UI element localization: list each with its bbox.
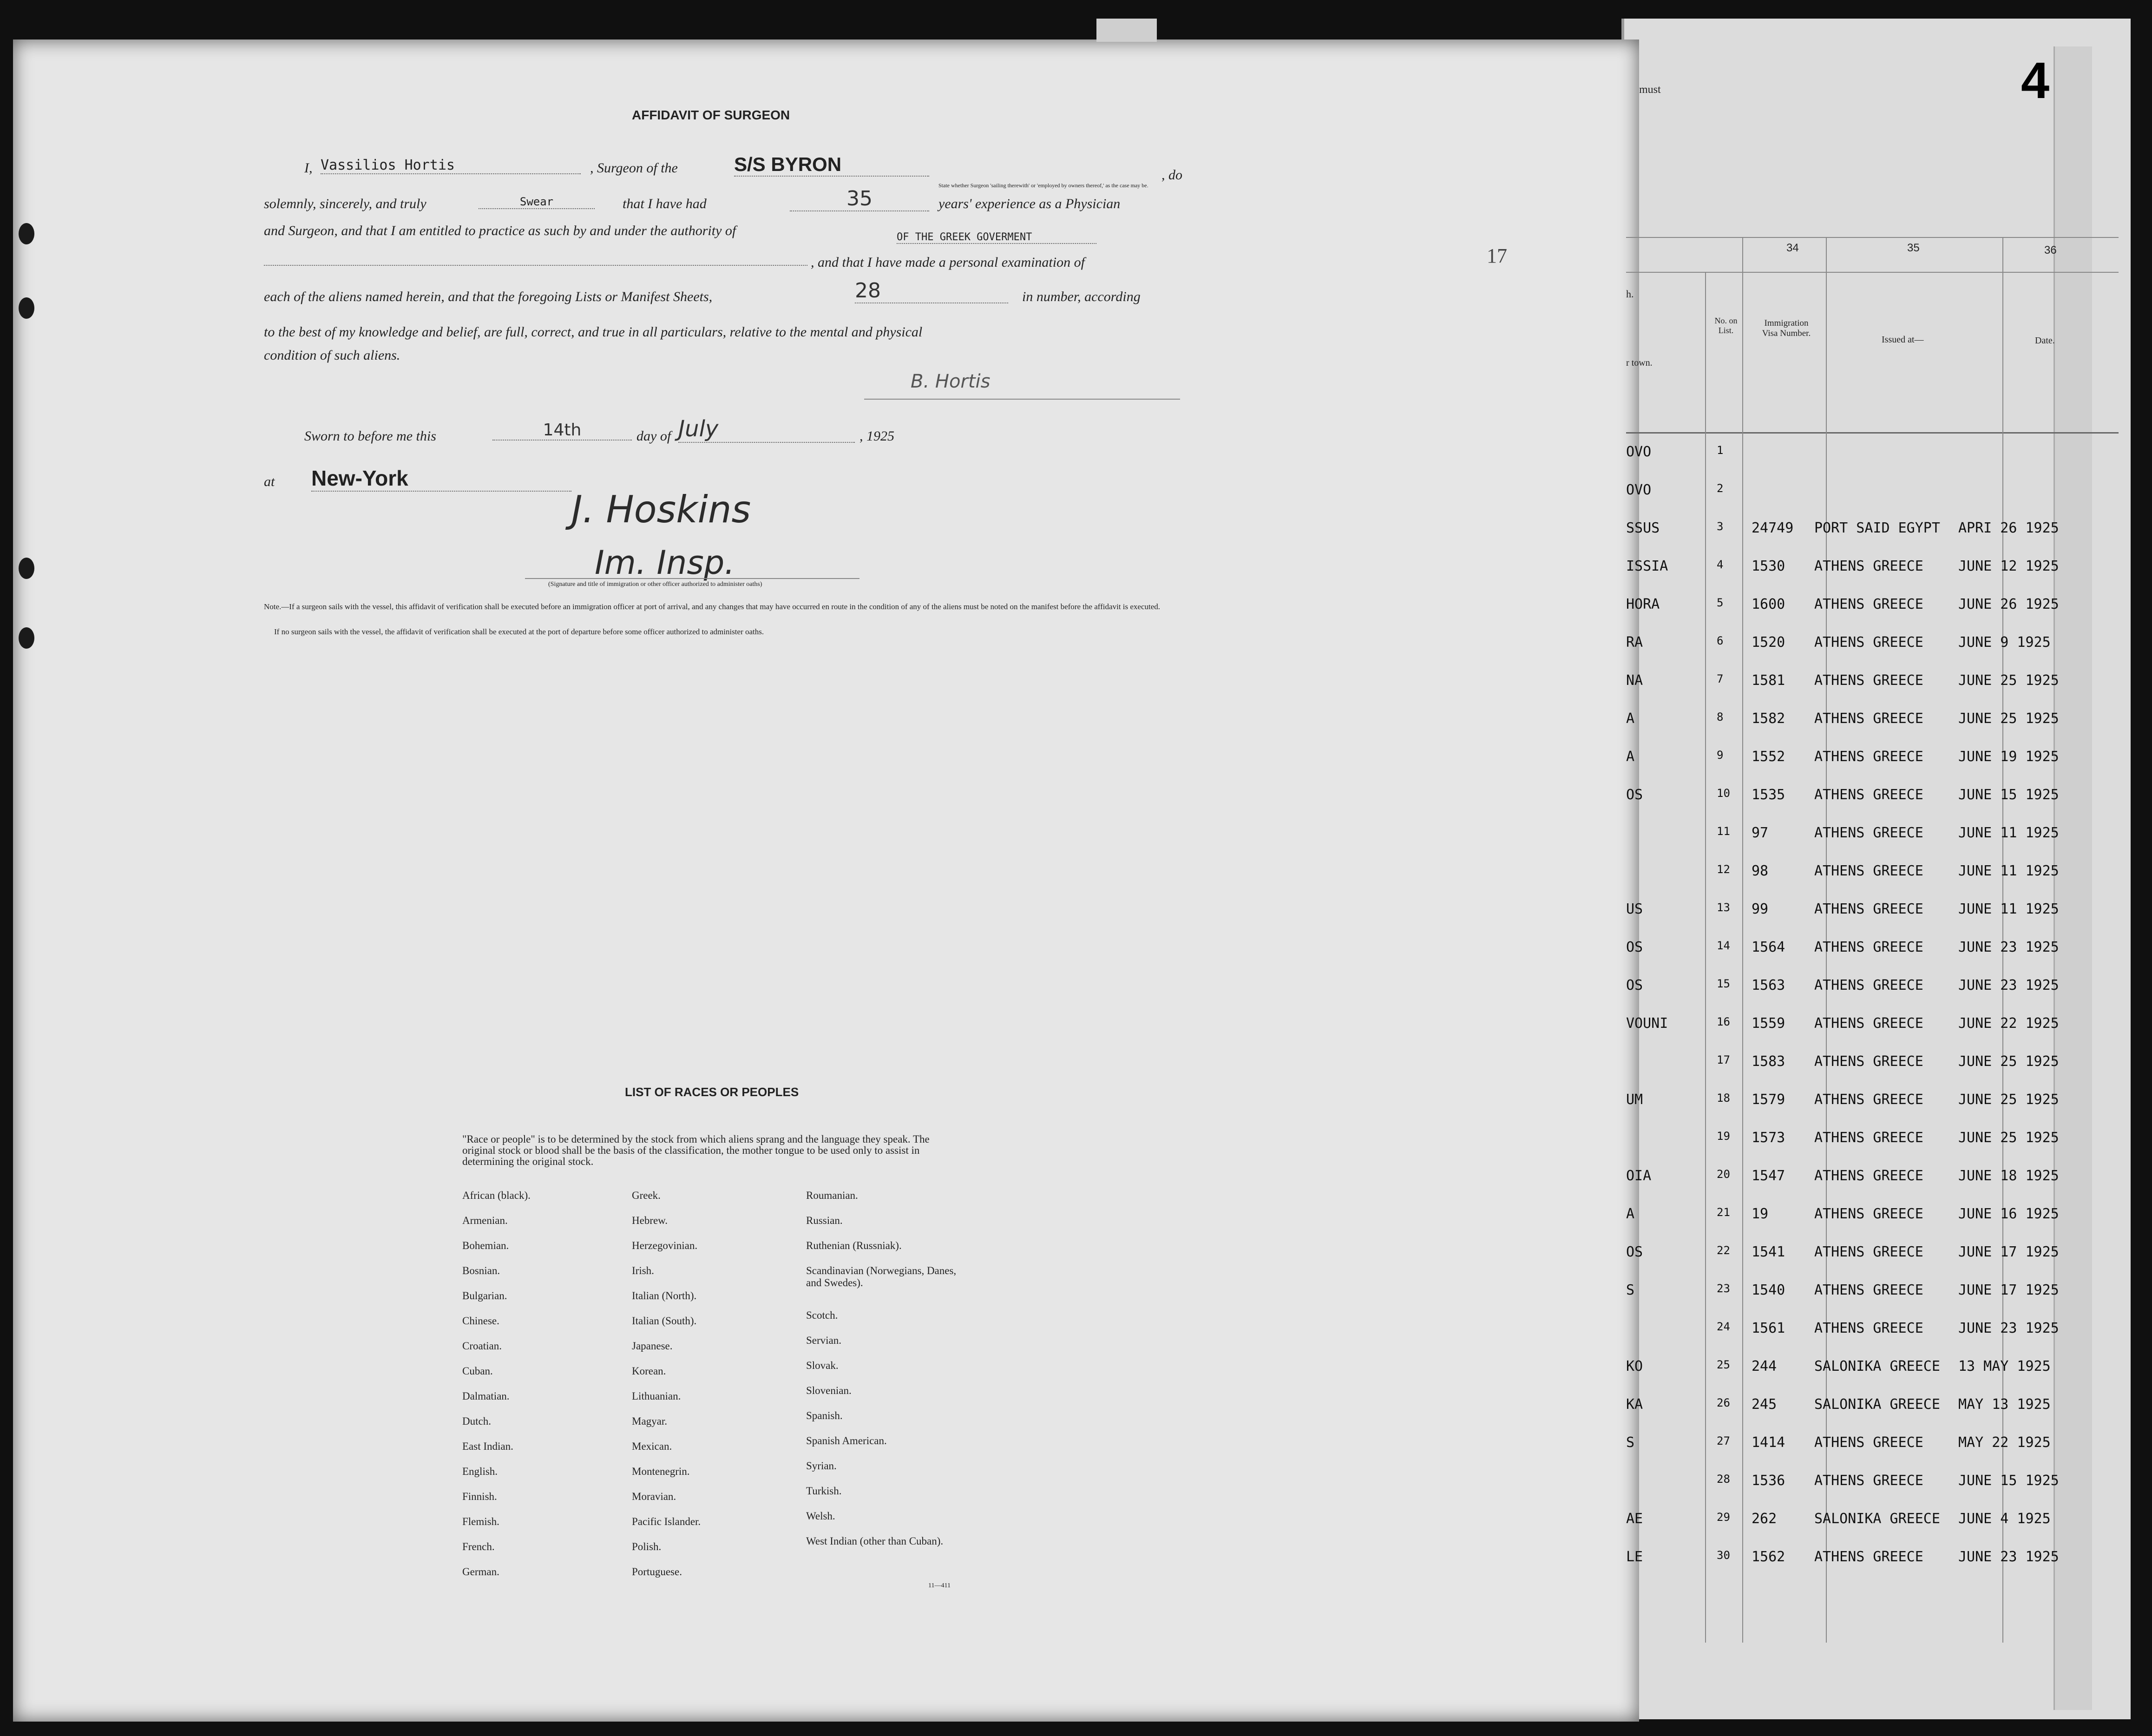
- row-visa-number: 1552: [1752, 749, 1785, 765]
- header-rule: [1626, 272, 2119, 273]
- race-item: Scotch.: [806, 1309, 838, 1321]
- row-issued-at: ATHENS GREECE: [1814, 1434, 1923, 1451]
- line2-pre: solemnly, sincerely, and truly: [264, 196, 426, 211]
- header-no-on-list: No. on List.: [1714, 316, 1738, 335]
- row-date: JUNE 11 1925: [1958, 825, 2059, 841]
- capacity-note: State whether Surgeon 'sailing therewith' or 'employed by owners thereof,' as the case may be.: [938, 182, 1148, 189]
- manifest-row: [1626, 482, 2114, 514]
- row-date: JUNE 9 1925: [1958, 634, 2051, 651]
- row-date: JUNE 25 1925: [1958, 1053, 2059, 1070]
- row-issued-at: ATHENS GREECE: [1814, 634, 1923, 651]
- row-list-number: 23: [1717, 1282, 1730, 1295]
- race-item: Spanish American.: [806, 1435, 887, 1447]
- line6: to the best of my knowledge and belief, are full, correct, and true in all particulars, relative to the mental and physical: [264, 324, 923, 340]
- row-date: JUNE 15 1925: [1958, 1473, 2059, 1489]
- row-list-number: 26: [1717, 1396, 1730, 1409]
- row-visa-number: 1547: [1752, 1168, 1785, 1184]
- race-item: Flemish.: [462, 1516, 499, 1527]
- race-item: Irish.: [632, 1265, 654, 1276]
- race-item: Japanese.: [632, 1340, 673, 1352]
- years-experience: 35: [790, 187, 929, 211]
- row-visa-number: 1536: [1752, 1473, 1785, 1489]
- row-visa-number: 1600: [1752, 596, 1785, 612]
- officer-signature: J. Hoskins: [571, 488, 751, 531]
- row-list-number: 2: [1717, 482, 1724, 495]
- race-item: Bosnian.: [462, 1265, 500, 1276]
- race-item: Polish.: [632, 1541, 662, 1552]
- row-town: OS: [1626, 977, 1643, 993]
- row-list-number: 27: [1717, 1434, 1730, 1447]
- row-list-number: 1: [1717, 444, 1724, 457]
- row-issued-at: ATHENS GREECE: [1814, 1244, 1923, 1260]
- row-visa-number: 1581: [1752, 672, 1785, 689]
- row-visa-number: 99: [1752, 901, 1769, 917]
- at-label: at: [264, 474, 275, 489]
- row-list-number: 21: [1717, 1206, 1730, 1219]
- manifest-row: [1626, 939, 2114, 972]
- place: New-York: [311, 466, 571, 492]
- row-date: JUNE 25 1925: [1958, 1092, 2059, 1108]
- row-visa-number: 1564: [1752, 939, 1785, 955]
- manifest-row: [1626, 1282, 2114, 1315]
- race-item: East Indian.: [462, 1440, 513, 1452]
- race-item: African (black).: [462, 1190, 531, 1201]
- row-issued-at: ATHENS GREECE: [1814, 1092, 1923, 1108]
- row-date: JUNE 25 1925: [1958, 1130, 2059, 1146]
- manifest-row: [1626, 977, 2114, 1010]
- row-list-number: 5: [1717, 596, 1724, 609]
- blank-line: [264, 265, 807, 266]
- manifest-row: [1626, 1168, 2114, 1200]
- row-date: 13 MAY 1925: [1958, 1358, 2051, 1374]
- line5-end: in number, according: [1022, 289, 1141, 304]
- race-item: German.: [462, 1566, 499, 1578]
- race-item: Turkish.: [806, 1485, 842, 1497]
- sworn-day: 14th: [492, 421, 632, 441]
- row-town: OS: [1626, 787, 1643, 803]
- row-list-number: 20: [1717, 1168, 1730, 1181]
- row-list-number: 25: [1717, 1358, 1730, 1371]
- manifest-row: [1626, 1244, 2114, 1276]
- manifest-row: [1626, 1473, 2114, 1505]
- header-date: Date.: [2035, 335, 2055, 346]
- sworn-pre: Sworn to before me this: [304, 428, 436, 444]
- row-issued-at: ATHENS GREECE: [1814, 825, 1923, 841]
- manifest-row: [1626, 1434, 2114, 1467]
- binding-tab: [1096, 19, 1157, 42]
- row-date: JUNE 22 1925: [1958, 1015, 2059, 1032]
- row-date: JUNE 23 1925: [1958, 1549, 2059, 1565]
- note-no-surgeon: If no surgeon sails with the vessel, the affidavit of verification shall be executed at the port of departure before some officer authorized to administer oaths.: [274, 627, 764, 636]
- race-item: Chinese.: [462, 1315, 499, 1327]
- races-column-1: [462, 1190, 531, 1591]
- row-issued-at: ATHENS GREECE: [1814, 1282, 1923, 1298]
- row-list-number: 11: [1717, 825, 1730, 838]
- manifest-row: [1626, 1320, 2114, 1353]
- row-issued-at: ATHENS GREECE: [1814, 787, 1923, 803]
- row-list-number: 9: [1717, 749, 1724, 762]
- row-list-number: 30: [1717, 1549, 1730, 1562]
- row-town: LE: [1626, 1549, 1643, 1565]
- row-list-number: 22: [1717, 1244, 1730, 1257]
- row-date: JUNE 19 1925: [1958, 749, 2059, 765]
- binder-hole: [19, 558, 34, 579]
- row-date: JUNE 23 1925: [1958, 1320, 2059, 1336]
- row-list-number: 15: [1717, 977, 1730, 990]
- row-town: OVO: [1626, 482, 1652, 498]
- row-list-number: 24: [1717, 1320, 1730, 1333]
- row-list-number: 18: [1717, 1092, 1730, 1105]
- line2-end: years' experience as a Physician: [938, 196, 1121, 211]
- row-list-number: 13: [1717, 901, 1730, 914]
- races-intro: "Race or people" is to be determined by the stock from which aliens sprang and the language they speak. The original stock or blood shall be the basis of the classification, the mother tongue to be used only to assist in determining the original stock.: [462, 1133, 930, 1167]
- signature-caption: (Signature and title of immigration or other officer authorized to administer oaths): [548, 581, 762, 588]
- row-town: US: [1626, 901, 1643, 917]
- row-issued-at: ATHENS GREECE: [1814, 1549, 1923, 1565]
- row-town: KA: [1626, 1396, 1643, 1413]
- row-date: JUNE 16 1925: [1958, 1206, 2059, 1222]
- race-item: Armenian.: [462, 1215, 508, 1226]
- authority: OF THE GREEK GOVERMENT: [897, 231, 1096, 244]
- races-title: LIST OF RACES OR PEOPLES: [625, 1085, 799, 1099]
- row-issued-at: ATHENS GREECE: [1814, 939, 1923, 955]
- race-item: Russian.: [806, 1215, 843, 1226]
- row-list-number: 12: [1717, 863, 1730, 876]
- row-visa-number: 262: [1752, 1511, 1777, 1527]
- row-date: JUNE 12 1925: [1958, 558, 2059, 574]
- row-town: VOUNI: [1626, 1015, 1668, 1032]
- race-item: Italian (South).: [632, 1315, 697, 1327]
- manifest-row: [1626, 1549, 2114, 1581]
- row-issued-at: ATHENS GREECE: [1814, 1015, 1923, 1032]
- row-date: MAY 22 1925: [1958, 1434, 2051, 1451]
- manifest-row: [1626, 787, 2114, 819]
- row-issued-at: SALONIKA GREECE: [1814, 1358, 1940, 1374]
- race-item: West Indian (other than Cuban).: [806, 1535, 944, 1547]
- header-visa-number: Immigration Visa Number.: [1762, 318, 1811, 338]
- row-town: OS: [1626, 1244, 1643, 1260]
- row-date: JUNE 25 1925: [1958, 672, 2059, 689]
- manifest-row: [1626, 1396, 2114, 1429]
- row-issued-at: PORT SAID EGYPT: [1814, 520, 1940, 536]
- manifest-row: [1626, 634, 2114, 667]
- manifest-row: [1626, 1015, 2114, 1048]
- row-visa-number: 1573: [1752, 1130, 1785, 1146]
- race-item: Dutch.: [462, 1415, 491, 1427]
- header-h: h.: [1626, 288, 1634, 300]
- line1-end: , do: [1161, 167, 1182, 183]
- manifest-row: [1626, 672, 2114, 705]
- row-visa-number: 1535: [1752, 787, 1785, 803]
- manifest-row: [1626, 1358, 2114, 1391]
- row-issued-at: ATHENS GREECE: [1814, 558, 1923, 574]
- row-visa-number: 1414: [1752, 1434, 1785, 1451]
- line7: condition of such aliens.: [264, 348, 400, 363]
- surgeon-name: Vassilios Hortis: [321, 157, 581, 174]
- row-visa-number: 1530: [1752, 558, 1785, 574]
- row-visa-number: 1559: [1752, 1015, 1785, 1032]
- race-item: Pacific Islander.: [632, 1516, 701, 1527]
- row-town: A: [1626, 710, 1635, 727]
- surgeon-signature: B. Hortis: [911, 371, 991, 392]
- oath-word: Swear: [479, 195, 595, 209]
- race-item: Dalmatian.: [462, 1390, 510, 1402]
- row-list-number: 6: [1717, 634, 1724, 647]
- race-item: Portuguese.: [632, 1566, 682, 1578]
- line1-mid: , Surgeon of the: [590, 160, 678, 176]
- row-list-number: 10: [1717, 787, 1730, 800]
- manifest-row: [1626, 558, 2114, 591]
- race-item: Slovak.: [806, 1360, 839, 1371]
- row-visa-number: 245: [1752, 1396, 1777, 1413]
- signature-line: [864, 399, 1180, 400]
- row-town: S: [1626, 1434, 1635, 1451]
- manifest-row: [1626, 444, 2114, 476]
- races-column-3: [806, 1190, 973, 1560]
- row-visa-number: 1562: [1752, 1549, 1785, 1565]
- race-item: Ruthenian (Russniak).: [806, 1240, 902, 1251]
- row-list-number: 8: [1717, 710, 1724, 723]
- row-town: KO: [1626, 1358, 1643, 1374]
- row-issued-at: ATHENS GREECE: [1814, 749, 1923, 765]
- race-item: Magyar.: [632, 1415, 668, 1427]
- manifest-row: [1626, 520, 2114, 552]
- row-visa-number: 244: [1752, 1358, 1777, 1374]
- row-date: JUNE 11 1925: [1958, 863, 2059, 879]
- race-item: Croatian.: [462, 1340, 502, 1352]
- col-number-34: 34: [1786, 242, 1799, 254]
- row-issued-at: ATHENS GREECE: [1814, 1320, 1923, 1336]
- row-issued-at: ATHENS GREECE: [1814, 977, 1923, 993]
- row-date: APRI 26 1925: [1958, 520, 2059, 536]
- race-item: Roumanian.: [806, 1190, 858, 1201]
- header-bottom-rule: [1626, 432, 2119, 434]
- row-town: AE: [1626, 1511, 1643, 1527]
- header-town: r town.: [1626, 358, 1653, 368]
- row-visa-number: 1563: [1752, 977, 1785, 993]
- row-town: A: [1626, 1206, 1635, 1222]
- race-item: Syrian.: [806, 1460, 837, 1472]
- form-number: 11—411: [928, 1582, 951, 1589]
- row-date: JUNE 11 1925: [1958, 901, 2059, 917]
- row-town: OVO: [1626, 444, 1652, 460]
- row-visa-number: 1540: [1752, 1282, 1785, 1298]
- race-item: Servian.: [806, 1335, 842, 1346]
- race-item: Herzegovinian.: [632, 1240, 698, 1251]
- row-visa-number: 98: [1752, 863, 1769, 879]
- binder-hole: [19, 223, 34, 244]
- affidavit-title: AFFIDAVIT OF SURGEON: [632, 108, 790, 122]
- race-item: Scandinavian (Norwegians, Danes, and Swedes).: [806, 1265, 957, 1289]
- race-item: Welsh.: [806, 1510, 835, 1522]
- row-issued-at: ATHENS GREECE: [1814, 1473, 1923, 1489]
- manifest-row: [1626, 596, 2114, 629]
- row-date: MAY 13 1925: [1958, 1396, 2051, 1413]
- race-item: Italian (North).: [632, 1290, 697, 1302]
- margin-number: 17: [1487, 244, 1507, 267]
- race-item: Finnish.: [462, 1491, 497, 1502]
- page-number: 4: [2021, 52, 2050, 109]
- row-date: JUNE 17 1925: [1958, 1244, 2059, 1260]
- sworn-year: , 1925: [859, 428, 894, 444]
- binder-hole: [19, 297, 34, 319]
- line5-pre: each of the aliens named herein, and that the foregoing Lists or Manifest Sheets,: [264, 289, 713, 304]
- races-column-2: [632, 1190, 701, 1591]
- line1-pre: I,: [304, 160, 313, 176]
- header-rule: [1626, 237, 2119, 238]
- manifest-row: [1626, 1092, 2114, 1124]
- row-list-number: 3: [1717, 520, 1724, 533]
- top-word: must: [1639, 84, 1661, 96]
- row-date: JUNE 25 1925: [1958, 710, 2059, 727]
- race-item: Spanish.: [806, 1410, 843, 1421]
- row-town: SSUS: [1626, 520, 1660, 536]
- manifest-row: [1626, 825, 2114, 857]
- note-surgeon-sails: Note.—If a surgeon sails with the vessel, this affidavit of verification shall be executed before an immigration officer at port of arrival, and any changes that may have occurred en route in the condition of any of the aliens must be noted on the manifest before the affidavit is executed.: [264, 602, 1161, 611]
- row-town: UM: [1626, 1092, 1643, 1108]
- manifest-row: [1626, 901, 2114, 934]
- race-item: Moravian.: [632, 1491, 676, 1502]
- manifest-row: [1626, 1130, 2114, 1162]
- row-visa-number: 1541: [1752, 1244, 1785, 1260]
- row-town: HORA: [1626, 596, 1660, 612]
- race-item: French.: [462, 1541, 495, 1552]
- row-issued-at: ATHENS GREECE: [1814, 863, 1923, 879]
- manifest-row: [1626, 710, 2114, 743]
- row-issued-at: ATHENS GREECE: [1814, 1053, 1923, 1070]
- sheet-count: 28: [855, 279, 1008, 303]
- row-issued-at: ATHENS GREECE: [1814, 901, 1923, 917]
- row-date: JUNE 26 1925: [1958, 596, 2059, 612]
- binder-hole: [19, 627, 34, 649]
- row-issued-at: SALONIKA GREECE: [1814, 1511, 1940, 1527]
- race-item: Bohemian.: [462, 1240, 509, 1251]
- row-issued-at: ATHENS GREECE: [1814, 1168, 1923, 1184]
- race-item: Cuban.: [462, 1365, 493, 1377]
- row-town: OIA: [1626, 1168, 1652, 1184]
- race-item: Bulgarian.: [462, 1290, 507, 1302]
- row-town: S: [1626, 1282, 1635, 1298]
- officer-title: Im. Insp.: [595, 544, 735, 582]
- row-date: JUNE 23 1925: [1958, 939, 2059, 955]
- row-visa-number: 1583: [1752, 1053, 1785, 1070]
- race-item: Korean.: [632, 1365, 666, 1377]
- row-list-number: 28: [1717, 1473, 1730, 1486]
- row-list-number: 4: [1717, 558, 1724, 571]
- manifest-row: [1626, 1511, 2114, 1543]
- race-item: Lithuanian.: [632, 1390, 681, 1402]
- row-issued-at: SALONIKA GREECE: [1814, 1396, 1940, 1413]
- manifest-row: [1626, 1206, 2114, 1238]
- manifest-row: [1626, 749, 2114, 781]
- race-item: Slovenian.: [806, 1385, 852, 1396]
- row-visa-number: 97: [1752, 825, 1769, 841]
- row-visa-number: 1582: [1752, 710, 1785, 727]
- col-number-35: 35: [1907, 242, 1920, 254]
- row-issued-at: ATHENS GREECE: [1814, 596, 1923, 612]
- row-date: JUNE 23 1925: [1958, 977, 2059, 993]
- row-town: ISSIA: [1626, 558, 1668, 574]
- row-town: OS: [1626, 939, 1643, 955]
- row-town: RA: [1626, 634, 1643, 651]
- line3: and Surgeon, and that I am entitled to practice as such by and under the authority of: [264, 223, 736, 238]
- header-issued-at: Issued at—: [1882, 335, 1924, 345]
- row-date: JUNE 4 1925: [1958, 1511, 2051, 1527]
- row-list-number: 14: [1717, 939, 1730, 952]
- race-item: Mexican.: [632, 1440, 672, 1452]
- line4: , and that I have made a personal examination of: [811, 255, 1085, 270]
- race-item: Greek.: [632, 1190, 661, 1201]
- race-item: English.: [462, 1466, 498, 1477]
- row-visa-number: 1520: [1752, 634, 1785, 651]
- row-visa-number: 1579: [1752, 1092, 1785, 1108]
- row-visa-number: 19: [1752, 1206, 1769, 1222]
- row-town: NA: [1626, 672, 1643, 689]
- row-visa-number: 1561: [1752, 1320, 1785, 1336]
- sworn-mid: day of: [636, 428, 671, 444]
- row-issued-at: ATHENS GREECE: [1814, 1130, 1923, 1146]
- row-list-number: 16: [1717, 1015, 1730, 1028]
- row-list-number: 17: [1717, 1053, 1730, 1066]
- line2-mid: that I have had: [623, 196, 707, 211]
- row-town: A: [1626, 749, 1635, 765]
- row-issued-at: ATHENS GREECE: [1814, 672, 1923, 689]
- row-list-number: 29: [1717, 1511, 1730, 1524]
- race-item: Montenegrin.: [632, 1466, 690, 1477]
- ship-name: S/S BYRON: [734, 153, 929, 177]
- col-number-36: 36: [2044, 244, 2057, 256]
- row-date: JUNE 15 1925: [1958, 787, 2059, 803]
- sworn-month: July: [678, 416, 855, 443]
- row-date: JUNE 17 1925: [1958, 1282, 2059, 1298]
- row-date: JUNE 18 1925: [1958, 1168, 2059, 1184]
- row-visa-number: 24749: [1752, 520, 1794, 536]
- officer-signature-line: [525, 578, 859, 579]
- row-issued-at: ATHENS GREECE: [1814, 710, 1923, 727]
- row-issued-at: ATHENS GREECE: [1814, 1206, 1923, 1222]
- manifest-row: [1626, 1053, 2114, 1086]
- row-list-number: 7: [1717, 672, 1724, 685]
- row-list-number: 19: [1717, 1130, 1730, 1143]
- manifest-row: [1626, 863, 2114, 895]
- race-item: Hebrew.: [632, 1215, 668, 1226]
